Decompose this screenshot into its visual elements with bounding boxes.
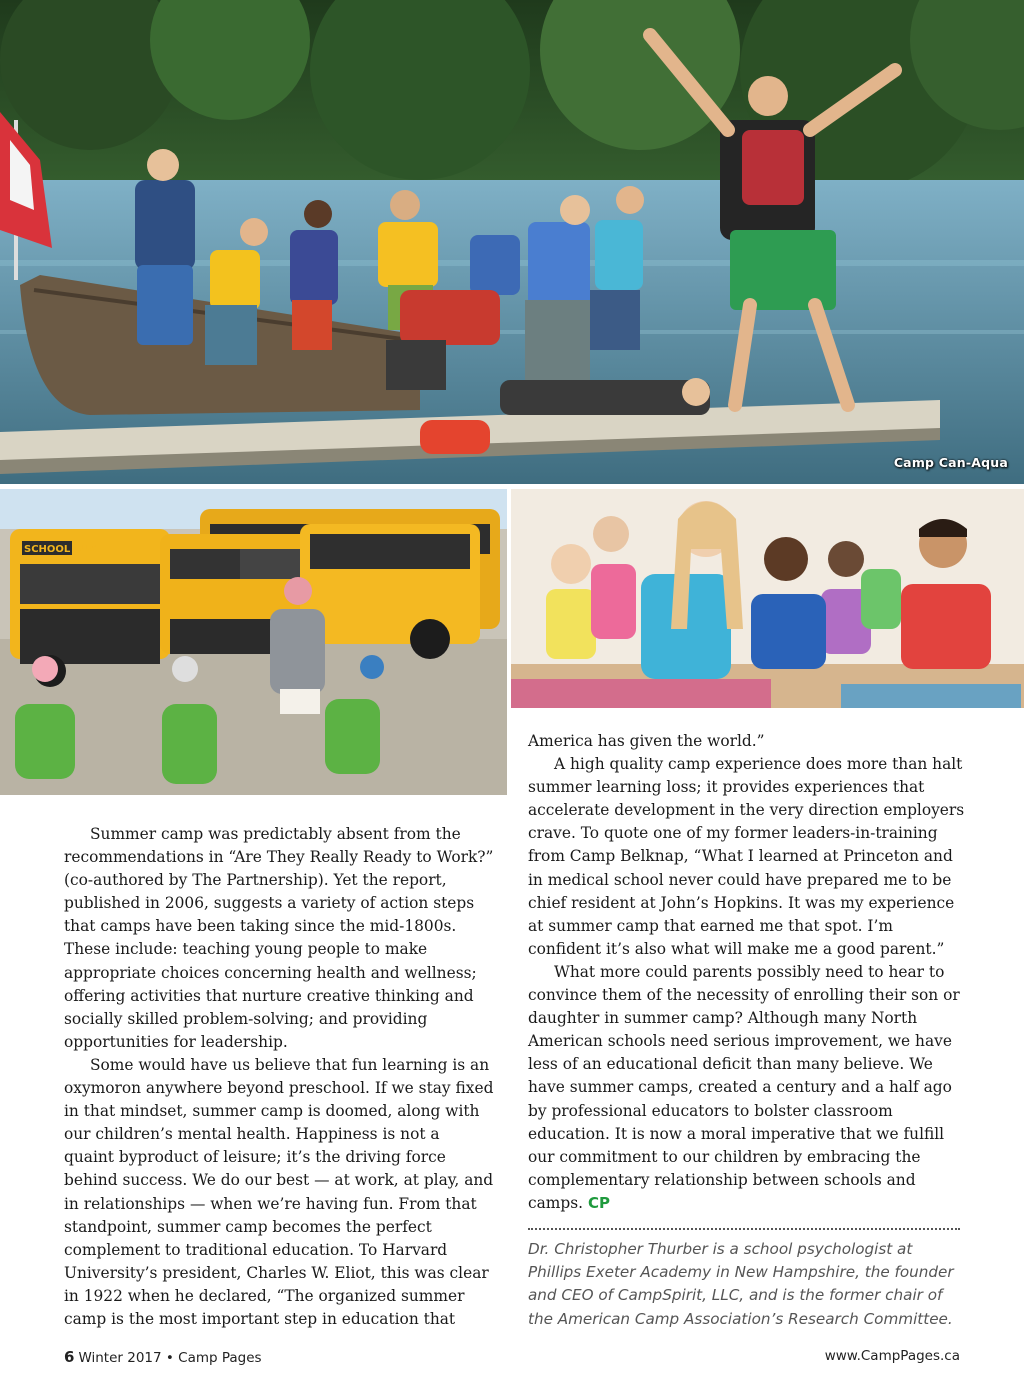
article-paragraph: A high quality camp experience does more than halt summer learning loss; it provides experiences that accelerate development in the very direction employers crave. To quote one of my former leaders-in-training from Camp Belknap, “What I learned at Princeton and in medical school never could have prepared me to be chief resident at John’s Hopkins. It was my experience at summer camp that earned me that spot. I’m confident it’s also what will make me a good parent.”: [528, 755, 965, 958]
photo-stanstead-college: [511, 489, 1024, 708]
meditation-illustration: [511, 489, 1024, 708]
page-number: 6: [64, 1348, 75, 1366]
article-paragraph: Some would have us believe that fun learning is an oxymoron anywhere beyond preschool. If we stay fixed in that mindset, summer camp is doomed, along with our children’s mental health. Happiness is not a quaint byproduct of leisure; it’s the driving force behind success. We do our best — at work, at play, and in relationships — when we’re having fun. From that standpoint, summer camp becomes the perfect complement to traditional education. To Harvard University’s president, Charles W. Eliot, this was clear in 1922 when he declared, “The organized summer camp is the most important step in education that: [64, 1055, 494, 1328]
end-mark-cp: CP: [587, 1193, 610, 1212]
article-paragraph-text: What more could parents possibly need to hear to convince them of the necessity of enrolling their son or daughter in summer camp? Although many North American schools need serious improvement, we have less of an educational deficit than many believe. We have summer camps, created a century and a half ago by professional educators to bolster classroom education. It is now a moral imperative that we fulfill our commitment to our children by embracing the complementary relationship between schools and camps.: [528, 962, 960, 1212]
article-paragraph-final: [528, 961, 966, 1215]
photo-camp-robin-hood: [0, 489, 507, 795]
article-column-right: [528, 730, 966, 1215]
bio-divider: [528, 1228, 960, 1230]
footer-left: [64, 1348, 262, 1366]
footer-issue: Winter 2017 • Camp Pages: [78, 1350, 262, 1366]
article-column-left: [64, 823, 494, 1331]
photo-credit: Camp Can-Aqua: [893, 455, 1008, 470]
author-bio: Dr. Christopher Thurber is a school psychologist at Phillips Exeter Academy in New Hampshire, the founder and CEO of CampSpirit, LLC, and is the former chair of the American Camp Association’s Research Committee.: [528, 1240, 954, 1328]
bus-sign-text: SCHOOL BUS: [24, 544, 97, 555]
article-paragraph: Summer camp was predictably absent from the recommendations in “Are They Really Ready to Work?” (co-authored by The Partnership). Yet the report, published in 2006, suggests a variety of action steps that camps have been taking since the mid-1800s. These include: teaching young people to make appropriate choices concerning health and wellness; offering activities that nurture creative thinking and socially skilled problem-solving; and providing opportunities for leadership.: [64, 825, 494, 1051]
school-bus-illustration: [0, 489, 507, 795]
article-paragraph-continuation: America has given the world.”: [528, 732, 765, 750]
photo-camp-can-aqua: [0, 0, 1024, 484]
footer-url[interactable]: www.CampPages.ca: [824, 1348, 960, 1364]
lake-dock-illustration: [0, 0, 1024, 484]
